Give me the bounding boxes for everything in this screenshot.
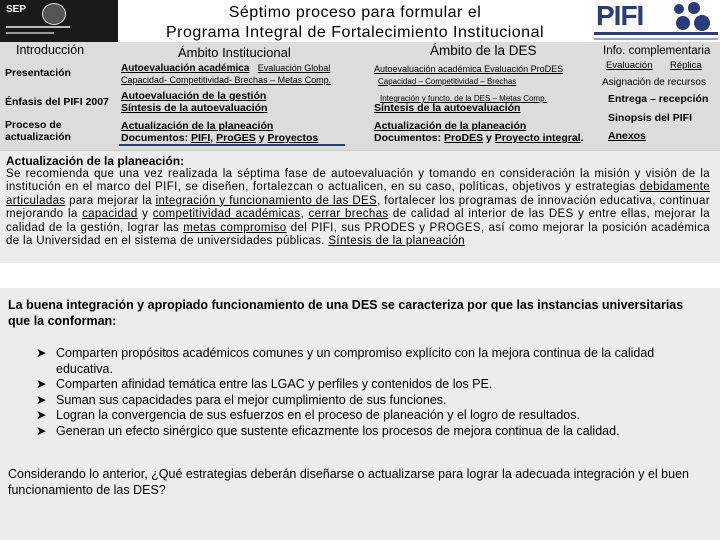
planeacion-title: Actualización de la planeación: (6, 154, 185, 168)
sep-logo-text: SEP (6, 4, 27, 15)
link-des-autoevaluacion[interactable]: Autoevaluación académica Evaluación ProDES (374, 64, 564, 74)
link-anexos[interactable]: Anexos (608, 130, 646, 142)
link-entrega-recepcion[interactable]: Entrega – recepción (608, 93, 709, 105)
link-proyectos[interactable]: Proyectos (267, 132, 319, 144)
link-autoevaluacion-academica[interactable]: Autoevaluación académica (121, 63, 250, 74)
list-item: ➤ Suman sus capacidades para el mejor cumplimiento de sus funciones. (36, 392, 447, 407)
nav-proceso-actualizacion[interactable]: Proceso de actualización (5, 119, 71, 143)
link-prodes[interactable]: ProDES (444, 132, 484, 144)
link-evaluacion[interactable]: Evaluación (606, 60, 653, 71)
link-cerrar-brechas[interactable]: cerrar brechas (308, 208, 389, 221)
link-sinopsis-pifi[interactable]: Sinopsis del PIFI (608, 112, 693, 124)
pifi-logo-text: PIFI (596, 0, 644, 31)
closing-question: Considerando lo anterior, ¿Qué estrategias deberán diseñarse o actualizarse para lograr la adecuada integración y el buen funcionamiento de las DES? (8, 467, 689, 497)
link-sintesis-autoevaluacion-des[interactable]: Síntesis de la autoevaluación (374, 102, 521, 114)
list-item: ➤ Logran la convergencia de sus esfuerzos en el proceso de planeación y el logro de resultados. (36, 408, 580, 422)
link-integracion-funcionamiento[interactable]: integración y funcionamiento de las DES (155, 194, 378, 207)
seal-icon (42, 3, 66, 25)
selected-step-highlight (119, 118, 345, 146)
link-actualizacion-planeacion-des[interactable]: Actualización de la planeación (374, 120, 527, 132)
list-item: ➤ Comparten propósitos académicos comunes y un compromiso explícito con la mejora continua de la calidad educativa. (36, 346, 655, 376)
title-line-1: Séptimo proceso para formular el (228, 4, 482, 21)
link-sintesis-autoevaluacion-inst[interactable]: Síntesis de la autoevaluación (121, 102, 268, 114)
link-debidamente-articuladas[interactable]: debidamente articuladas (6, 181, 710, 207)
arrow-bullet-icon: ➤ (36, 346, 47, 360)
characteristics-list (36, 346, 696, 439)
link-proyecto-integral[interactable]: Proyecto integral (494, 132, 581, 144)
link-metas-compromiso[interactable]: metas compromiso (183, 221, 287, 234)
link-evaluacion-global[interactable]: Evaluación Global (257, 63, 331, 73)
link-proges[interactable]: ProGES (216, 132, 256, 144)
pifi-logo (592, 0, 720, 44)
column-info-complementaria[interactable]: Info. complementaria (603, 45, 711, 57)
link-replica[interactable]: Réplica (670, 60, 702, 71)
page-title (120, 3, 590, 43)
column-ambito-institucional[interactable]: Ámbito Institucional (178, 45, 291, 60)
link-sintesis-planeacion[interactable]: Síntesis de la planeación (328, 235, 465, 248)
link-competitividad[interactable]: competitividad académicas (152, 208, 301, 221)
list-item: ➤ Comparten afinidad temática entre las LGAC y perfiles y contenidos de los PE. (36, 377, 493, 391)
link-autoevaluacion-gestion[interactable]: Autoevaluación de la gestión (121, 90, 267, 102)
link-des-capacidad[interactable]: Capacidad – Competitividad – Brechas (378, 77, 517, 86)
integration-intro: La buena integración y apropiado funcionamiento de una DES se caracteriza por que las instancias universitarias que la conforman: (8, 298, 684, 328)
arrow-bullet-icon: ➤ (36, 377, 47, 391)
list-item: ➤ Generan un efecto sinérgico que sustente eficazmente los procesos de mejora continua de la calidad. (36, 423, 620, 438)
link-pifi[interactable]: PIFI (191, 132, 211, 144)
column-intro[interactable]: Introducción (16, 43, 85, 57)
link-asignacion-recursos[interactable]: Asignación de recursos (602, 77, 706, 88)
title-line-2: Programa Integral de Fortalecimiento Institucional (165, 24, 545, 41)
link-des-integracion[interactable]: Integración y functo. de la DES – Metas Comp. (380, 94, 547, 103)
arrow-bullet-icon: ➤ (36, 392, 47, 407)
nav-enfasis[interactable]: Énfasis del PIFI 2007 (5, 96, 109, 108)
link-actualizacion-planeacion-inst[interactable]: Actualización de la planeación (121, 120, 274, 132)
des-documentos: Documentos: ProDES y Proyecto integral. (374, 132, 584, 144)
arrow-bullet-icon: ➤ (36, 408, 47, 422)
link-capacidad[interactable]: capacidad (82, 208, 138, 221)
sep-logo (0, 0, 118, 44)
arrow-bullet-icon: ➤ (36, 423, 47, 438)
inst-documentos: Documentos: PIFI, ProGES y Proyectos (121, 132, 319, 144)
planeacion-body: Se recomienda que una vez realizada la séptima fase de autoevaluación y tomando en consideración la misión y visión de la institución en el marco del PIFI, se diseñen, fortalezcan o actualicen, en su caso, políticas, objetivos y estrategias debidamente articuladas para mejorar la integración y funcionamiento de las DES, fortalecer los programas de innovación educativa, continuar mejorando la capacidad y competitividad académicas, cerrar brechas de calidad al interior de las DES y entre ellas, mejorar la calidad de la gestión, lograr las metas compromiso del PIFI, sus PRODES y PROGES, así como mejorar la posición académica de la Universidad en el sistema de universidades públicas. Síntesis de la planeación (6, 168, 711, 248)
nav-presentacion[interactable]: Presentación (5, 67, 71, 79)
link-inst-capacidad[interactable]: Capacidad- Competitividad- Brechas – Metas Comp. (121, 75, 332, 85)
column-ambito-des[interactable]: Ámbito de la DES (430, 43, 537, 58)
